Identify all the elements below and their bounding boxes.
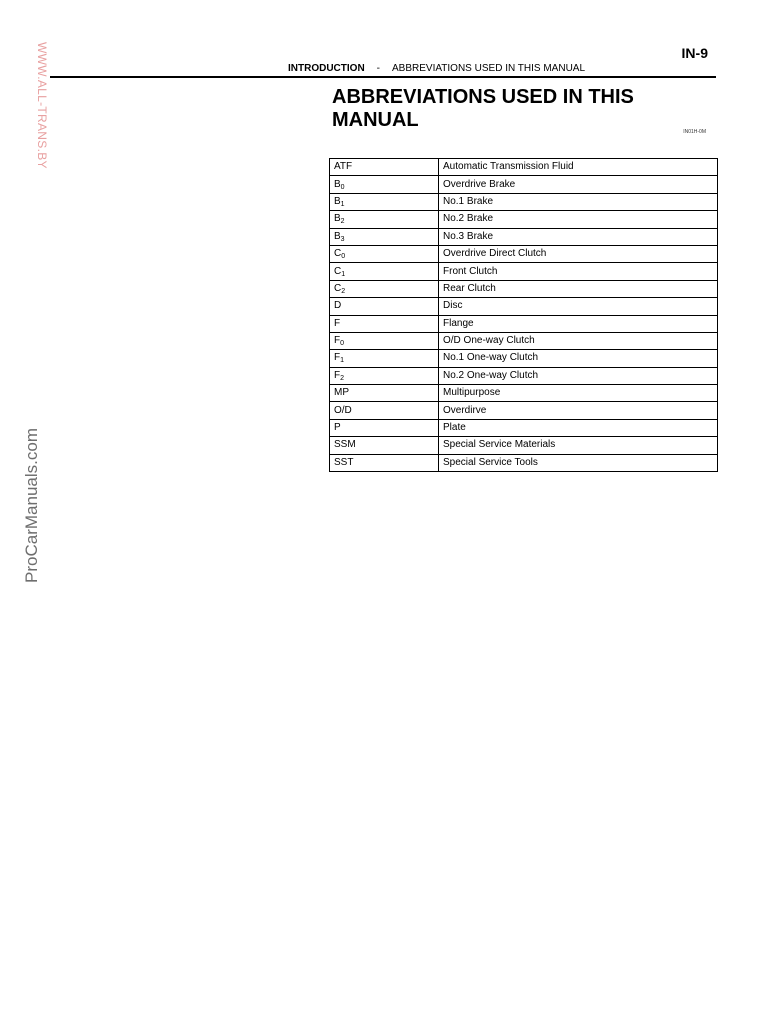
meaning-cell: Special Service Tools	[439, 454, 718, 471]
abbreviation-subscript: 1	[341, 270, 346, 278]
header-rule	[50, 76, 716, 78]
table-row	[330, 315, 718, 332]
abbreviation-cell	[330, 315, 439, 332]
abbreviation-subscript: 2	[340, 218, 345, 226]
meaning-cell: Overdrive Direct Clutch	[439, 245, 718, 262]
abbreviation-text: B	[334, 213, 341, 225]
abbreviation-subscript: 2	[340, 374, 345, 382]
abbreviation-cell	[330, 193, 439, 210]
table-row	[330, 298, 718, 315]
abbreviation-text: F	[334, 317, 341, 329]
abbreviation-subscript: 0	[340, 183, 345, 191]
abbreviation-subscript: 1	[340, 200, 345, 208]
abbreviation-text: C	[334, 282, 342, 294]
running-header	[288, 63, 585, 74]
abbreviation-cell	[330, 228, 439, 245]
abbreviations-table	[329, 158, 718, 472]
abbreviation-subscript: 1	[340, 357, 345, 365]
abbreviation-text: F	[334, 352, 341, 364]
abbreviation-text: ATF	[334, 161, 353, 173]
abbreviation-text: P	[334, 422, 341, 434]
meaning-cell: O/D One-way Clutch	[439, 332, 718, 349]
watermark-side: ProCarManuals.com	[22, 428, 41, 583]
table-row	[330, 193, 718, 210]
meaning-cell: Front Clutch	[439, 263, 718, 280]
meaning-cell: No.3 Brake	[439, 228, 718, 245]
abbreviation-subscript: 2	[341, 287, 346, 295]
abbreviation-cell	[330, 437, 439, 454]
table-row	[330, 367, 718, 384]
abbreviation-subscript: 3	[340, 235, 345, 243]
document-code: IN01H-0M	[683, 129, 706, 135]
meaning-cell: Disc	[439, 298, 718, 315]
meaning-cell: Overdrive Brake	[439, 176, 718, 193]
abbreviation-cell	[330, 263, 439, 280]
abbreviation-cell	[330, 367, 439, 384]
meaning-cell: Flange	[439, 315, 718, 332]
table-row	[330, 228, 718, 245]
abbreviation-text: D	[334, 300, 342, 312]
abbreviation-text: SSM	[334, 439, 356, 451]
abbreviation-text: MP	[334, 387, 349, 399]
meaning-cell: Plate	[439, 419, 718, 436]
abbreviation-cell	[330, 385, 439, 402]
abbreviation-cell	[330, 245, 439, 262]
table-row	[330, 280, 718, 297]
table-row	[330, 419, 718, 436]
abbreviation-subscript: 0	[341, 253, 346, 261]
table-row	[330, 402, 718, 419]
meaning-cell: No.1 Brake	[439, 193, 718, 210]
abbreviation-cell	[330, 159, 439, 176]
abbreviation-text: O/D	[334, 404, 352, 416]
abbreviation-text: C	[334, 265, 342, 277]
abbreviation-text: B	[334, 230, 341, 242]
abbreviation-text: B	[334, 195, 341, 207]
table-row	[330, 332, 718, 349]
watermark-top: WWW.ALL-TRANS.BY	[35, 42, 49, 169]
table-row	[330, 176, 718, 193]
abbreviation-cell	[330, 280, 439, 297]
table-row	[330, 211, 718, 228]
page-title: ABBREVIATIONS USED IN THIS MANUAL	[332, 86, 634, 131]
abbreviation-cell	[330, 176, 439, 193]
meaning-cell: Multipurpose	[439, 385, 718, 402]
abbreviation-cell	[330, 211, 439, 228]
abbreviation-cell	[330, 402, 439, 419]
table-row	[330, 263, 718, 280]
meaning-cell: Automatic Transmission Fluid	[439, 159, 718, 176]
abbreviation-text: C	[334, 248, 342, 260]
meaning-cell: No.2 Brake	[439, 211, 718, 228]
abbreviation-text: F	[334, 369, 341, 381]
meaning-cell: No.2 One-way Clutch	[439, 367, 718, 384]
header-subsection: ABBREVIATIONS USED IN THIS MANUAL	[392, 63, 586, 74]
table-row	[330, 385, 718, 402]
table-row	[330, 245, 718, 262]
meaning-cell: Rear Clutch	[439, 280, 718, 297]
abbreviation-cell	[330, 332, 439, 349]
page-number: IN-9	[681, 45, 708, 61]
table-row	[330, 159, 718, 176]
header-section: INTRODUCTION	[288, 63, 365, 74]
meaning-cell: No.1 One-way Clutch	[439, 350, 718, 367]
table-row	[330, 437, 718, 454]
abbreviation-text: B	[334, 178, 341, 190]
abbreviation-subscript: 0	[340, 340, 345, 348]
abbreviation-text: F	[334, 335, 341, 347]
meaning-cell: Overdirve	[439, 402, 718, 419]
table-row	[330, 454, 718, 471]
abbreviation-text: SST	[334, 456, 354, 468]
abbreviation-cell	[330, 298, 439, 315]
header-separator: -	[376, 63, 381, 74]
abbreviation-cell	[330, 419, 439, 436]
meaning-cell: Special Service Materials	[439, 437, 718, 454]
abbreviations-table-body	[330, 159, 718, 472]
table-row	[330, 350, 718, 367]
abbreviation-cell	[330, 350, 439, 367]
abbreviation-cell	[330, 454, 439, 471]
